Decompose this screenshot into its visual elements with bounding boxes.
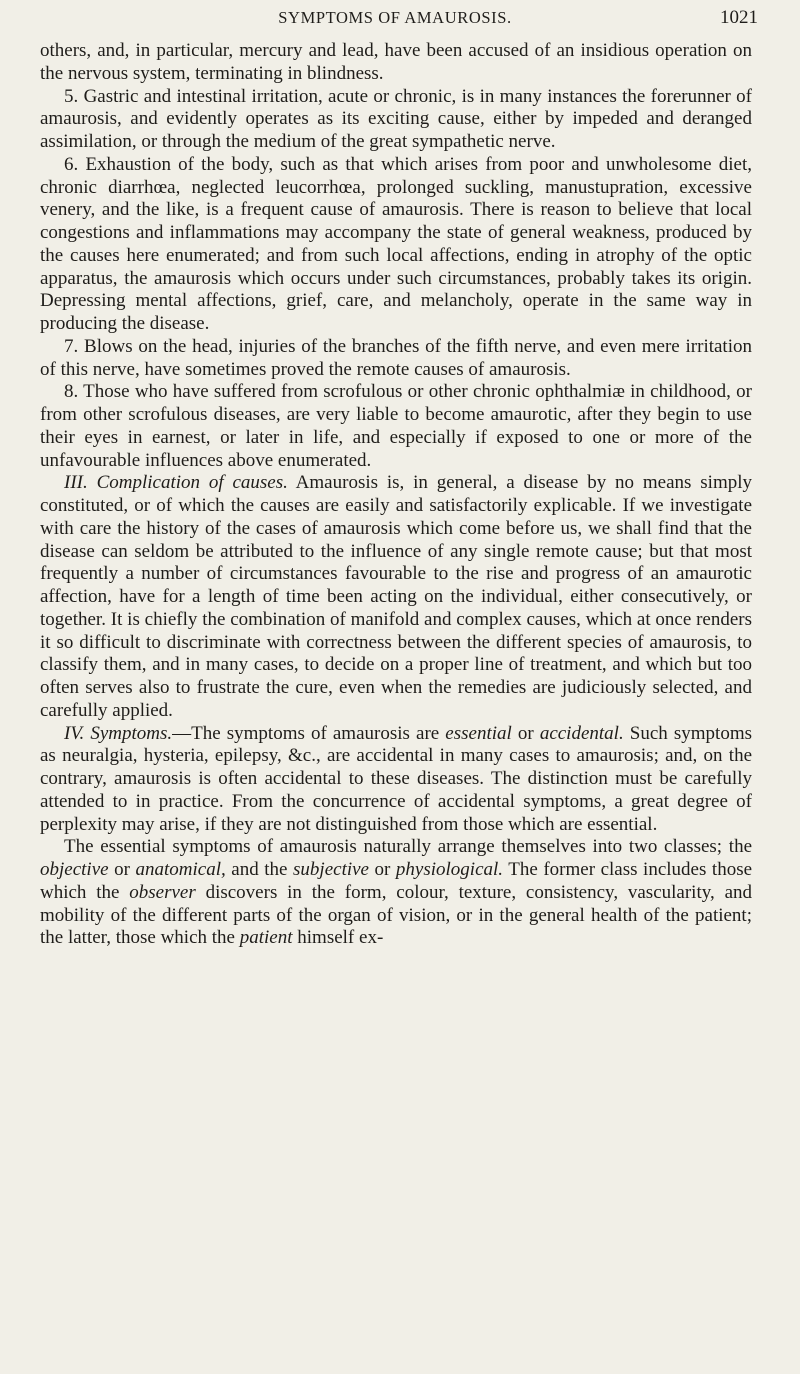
page-number: 1021: [720, 7, 758, 28]
paragraph-item-8: 8. Those who have suffered from scrofulous or other chronic ophthalmiæ in childhood, or from other scrofulous diseases, are very liable to become amaurotic, after they begin to use their eyes in earnest, or later in life, and especially if exposed to one or more of the unfavourable influences above enumerated.: [40, 381, 752, 471]
paragraph-item-7: 7. Blows on the head, injuries of the branches of the fifth nerve, and even mere irritation of this nerve, have sometimes proved the remote causes of amaurosis.: [40, 335, 752, 380]
text-run: The symptoms of amaurosis are: [191, 722, 446, 744]
text-run: and the: [225, 859, 294, 880]
text-run: Such symptoms as neuralgia, hysteria, epilepsy, &c., are accidental in many cases to amaurosis; and, on the contrary, amaurosis is often accidental to these diseases. The distinction must be carefully attended to in practice. From the concurrence of accidental symptoms, a great degree of perplexity may arise, if they are not distinguished from those which are essential.: [40, 722, 753, 835]
italic-term-patient: patient: [239, 927, 293, 949]
italic-term-accidental: accidental.: [539, 722, 624, 744]
paragraph-symptoms: [40, 723, 752, 837]
running-head-title: SYMPTOMS OF AMAUROSIS.: [278, 8, 512, 27]
italic-term-physiological: physiological.: [395, 859, 504, 880]
text-run: himself ex-: [292, 927, 384, 949]
text-run: discovers in the form, colour, texture, consistency, vascularity, and mobility of the different parts of the organ of vision, or in the general health of the patient; the latter, those which the: [40, 881, 752, 949]
text-run: or: [511, 722, 540, 744]
section-heading-complication: III. Complication of causes.: [64, 472, 288, 494]
paragraph-item-6: 6. Exhaustion of the body, such as that which arises from poor and unwholesome diet, chronic diarrhœa, neglected leucorrhœa, prolonged suckling, manustupration, excessive venery, and the like, is a frequent cause of amaurosis. There is reason to believe that local congestions and inflammations may accompany the state of general weakness, produced by the causes here enumerated; and from such local affections, ending in atrophy of the optic apparatus, the amaurosis which occurs under such circumstances, probably takes its origin. Depressing mental affections, grief, care, and melancholy, operate in the same way in producing the disease.: [40, 153, 752, 334]
paragraph-item-5: 5. Gastric and intestinal irritation, acute or chronic, is in many instances the forerunner of amaurosis, and evidently operates as its exciting cause, either by impeded and deranged assimilation, or through the medium of the great sympathetic nerve.: [40, 85, 752, 152]
section-heading-symptoms: IV. Symptoms.: [64, 722, 173, 744]
text-run: or: [108, 859, 136, 880]
italic-term-objective: objective: [40, 859, 109, 880]
paragraph-complication-of-causes: [40, 472, 752, 722]
em-dash: —: [172, 722, 192, 744]
book-page: [30, 0, 760, 1374]
text-run: or: [369, 859, 396, 880]
running-head: [30, 6, 760, 32]
paragraph-essential-symptoms: [40, 836, 752, 950]
text-run: The essential symptoms of amaurosis naturally arrange themselves into two classes; the: [64, 836, 752, 858]
paragraph-continuation: others, and, in particular, mercury and lead, have been accused of an insidious operation on the nervous system, terminating in blindness.: [40, 40, 752, 84]
body-text: [40, 40, 752, 950]
italic-term-observer: observer: [129, 881, 196, 903]
italic-term-subjective: subjective: [293, 859, 369, 880]
italic-term-essential: essential: [445, 722, 512, 744]
italic-term-anatomical: anatomical,: [135, 859, 226, 880]
text-run: The former class includes those which the: [40, 859, 753, 903]
section-text-complication: Amaurosis is, in general, a disease by no means simply constituted, or of which the causes are easily and satisfactorily explicable. If we investigate with care the history of the cases of amaurosis which come before us, we shall find that the disease can seldom be attributed to the influence of any single remote cause; but that most frequently a number of circumstances favourable to the rise and progress of an amaurotic affection, have for a length of time been acting on the individual, either consecutively, or together. It is chiefly the combination of manifold and complex causes, which at once renders it so difficult to discriminate with correctness between the different species of amaurosis, to classify them, and in many cases, to decide on a proper line of treatment, and which but too often serves also to frustrate the cure, even when the remedies are judiciously selected, and carefully applied.: [40, 472, 752, 721]
